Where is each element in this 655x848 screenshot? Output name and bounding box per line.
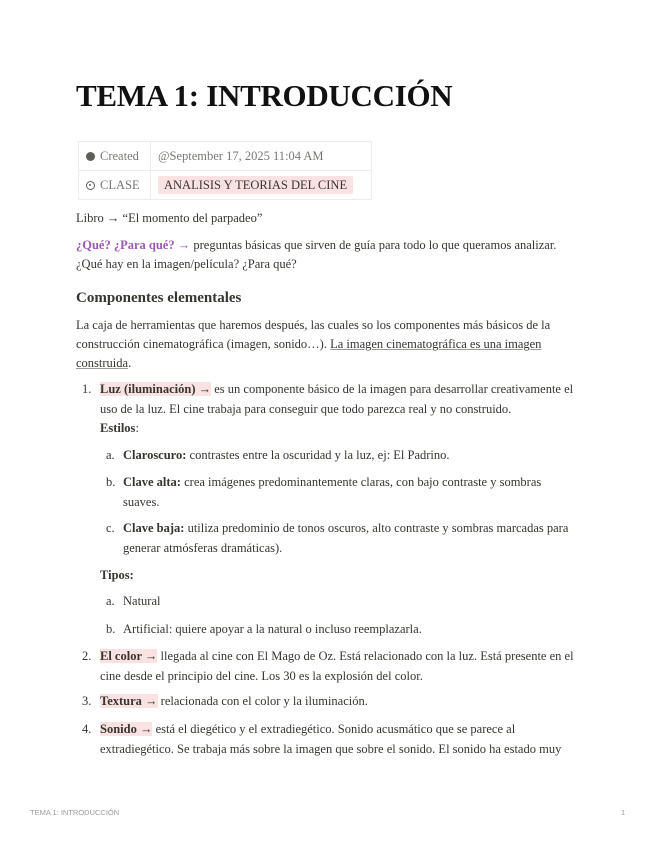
section-heading: Componentes elementales	[76, 290, 242, 306]
page-number: 1	[621, 808, 626, 817]
select-icon	[86, 181, 95, 190]
item-term: Luz (iluminación) →	[100, 382, 212, 396]
footer-title: TEMA 1: INTRODUCCIÓN	[30, 808, 120, 817]
created-label: Created	[100, 148, 139, 163]
list-item: a. Claroscuro: contrastes entre la oscuridad y la luz, ej: El Padrino.	[106, 448, 450, 462]
list-item: c. Clave baja: utiliza predominio de tonos oscuros, alto contraste y sombras marcadas para generar atmósferas dramáticas).	[106, 521, 569, 555]
list-item: 3. Textura → relacionada con el color y la iluminación.	[82, 694, 368, 708]
que-paragraph	[76, 236, 576, 274]
page-title: TEMA 1: INTRODUCCIÓN	[76, 78, 453, 113]
list-item: 2. El color → llegada al cine con El Mago de Oz. Está relacionado con la luz. Está presente en el cine desde el principio del cine. Los 30 es la explosión del color.	[82, 649, 574, 683]
tipos-label: Tipos:	[100, 568, 134, 582]
list-item: 1. Luz (iluminación) → es un componente básico de la imagen para desarrollar creativamente el uso de la luz. El cine trabaja para conseguir que todo parezca real y no construido. Estilos:	[82, 382, 574, 435]
created-value[interactable]: @September 17, 2025 11:04 AM	[151, 142, 372, 171]
libro-paragraph: Libro → “El momento del parpadeo”	[76, 211, 263, 225]
list-item: b. Artificial: quiere apoyar a la natural o incluso reemplazarla.	[106, 622, 422, 636]
list-item: a. Natural	[106, 594, 161, 608]
property-row-created	[79, 142, 372, 171]
que-highlight: ¿Qué? ¿Para qué? →	[76, 238, 191, 252]
estilos-label: Estilos	[100, 421, 136, 435]
properties-table	[78, 141, 372, 200]
intro-paragraph: La caja de herramientas que haremos después, las cuales so los componentes más básicos de la construcción cinematográfica (imagen, sonido…). La imagen cinematográfica es una imagen construida.	[76, 318, 551, 370]
list-item: 4. Sonido → está el diegético y el extradiegético. Sonido acusmático que se parece al extradiegético. Se trabaja más sobre la imagen que sobre el sonido. El sonido ha estado muy	[82, 722, 562, 756]
property-row-clase	[79, 171, 372, 200]
intro-underlined: La imagen cinematográfica es una imagen construida	[76, 337, 542, 370]
que-text: preguntas básicas que sirven de guía para todo lo que queramos analizar. ¿Qué hay en la imagen/película? ¿Para qué?	[76, 238, 557, 271]
item-term: El color →	[100, 649, 158, 663]
clase-label: CLASE	[100, 177, 140, 192]
item-term: Sonido →	[100, 722, 153, 736]
clock-icon	[86, 152, 95, 161]
clase-tag[interactable]: ANALISIS Y TEORIAS DEL CINE	[158, 176, 353, 194]
list-item: b. Clave alta: crea imágenes predominantemente claras, con bajo contraste y sombras suaves.	[106, 475, 542, 509]
item-term: Textura →	[100, 694, 158, 708]
